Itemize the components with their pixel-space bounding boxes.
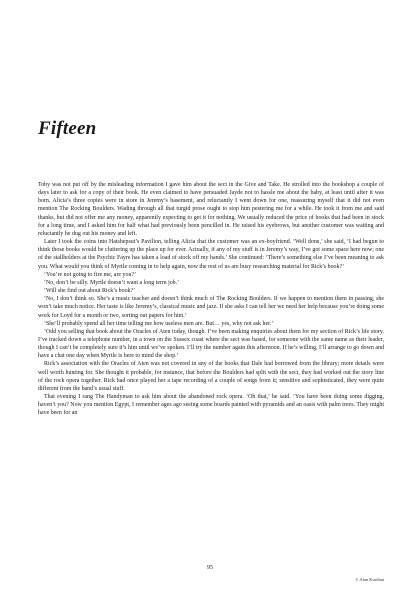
paragraph: ‘Odd you selling that book about the Oracles of Aten today, though. I’ve been making enquiries about them for my section of Rick’s life story. I’ve tracked down a telephone number, in a town on the Sussex coast where the sect was based, for someone with the same name as their leader, though I can’t be completely sure it’s him until we’ve spoken. I’ll try the number again this afternoon. If he’s willing, I’ll arrange to go down and have a chat one day when Myrtle is here to mind the shop.’	[38, 328, 384, 360]
body-text	[38, 181, 384, 418]
paragraph: ‘Will she find out about Rick’s book?’	[44, 288, 136, 295]
paragraph: ‘No, don’t be silly. Myrtle doesn’t want a long term job.’	[44, 279, 180, 286]
paragraph: ‘No, I don’t think so. She’s a music teacher and doesn’t think much of The Rocking Boulders. If we happen to mention them in passing, she won’t take much notice. Her taste is like Jeremy’s, classical music and jazz. If she asks I can tell her we need her help because you’re doing some work for Loyd for a month or two, sorting out papers for him.’	[38, 296, 384, 319]
paragraph: ‘You’re not going to fire me, are you?’	[44, 271, 137, 278]
chapter-title: Fifteen	[38, 118, 97, 139]
page-number: 95	[207, 565, 213, 571]
paragraph: That evening I rang The Handyman to ask him about the abandoned rock opera. ‘Oh that,’ he said. ‘You have been doing some digging, haven’t you? Now you mention Egypt, I remember ages ago seeing some boards painted with pyramids and an oasis with palm trees. They might have been for an	[38, 394, 384, 417]
paragraph: Later I took the coins into Hatshepsut’s Pavilion, telling Alicia that the customer was an ex-boyfriend. ‘Well done,’ she said, ‘I had begun to think those books would be cluttering up the place up for ever. Actually, if any of my stuff is in Jeremy’s way, I’ve got some space here now; one of the stallholders at the Psychic Fayre has taken a load of stock off my hands.’ She continued: ‘There’s something else I’ve been meaning to ask you. What would you think of Myrtle coming in to help again, now the rest of us are busy researching material for Rick’s book?’	[38, 239, 384, 270]
paragraph: Toby was not put off by the misleading information I gave him about the sect in the Give and Take. He strolled into the bookshop a couple of days later to ask for a copy of their book. He even claimed to have persuaded Jayde not to hassle me about the baby, at least until after it was born. Alicia’s three copies were in store in Jeremy’s basement, and reluctantly I went down for one, reassuring myself that it did not even mention The Rocking Boulders. Wading through all that turgid prose ought to stop him pestering me for a while. He took it from me and said thanks, but did not offer me any money, apparently expecting to get it for nothing. We usually reduced the price of books that had been in stock for a long time, and I asked him for half what had previously been pencilled in. He raised his eyebrows, but another customer was waiting and reluctantly he dug out his money and left.	[38, 182, 384, 237]
paragraph: Rick’s association with the Oracles of Aten was not covered in any of the books that Dale had borrowed from the library; more details were well worth hunting for. She thought it probable, for instance, that before the Boulders had split with the sect, they had worked out the story line of the rock opera together. Rick had once played her a tape recording of a couple of songs from it; sensitive and sophisticated, they were quite different from the band’s usual stuff.	[38, 361, 384, 392]
copyright-notice: © Alan Kurdian	[355, 577, 384, 582]
paragraph: ‘She’ll probably spend all her time telling me how useless men are. But… yes, why not ask her.’	[44, 320, 274, 327]
